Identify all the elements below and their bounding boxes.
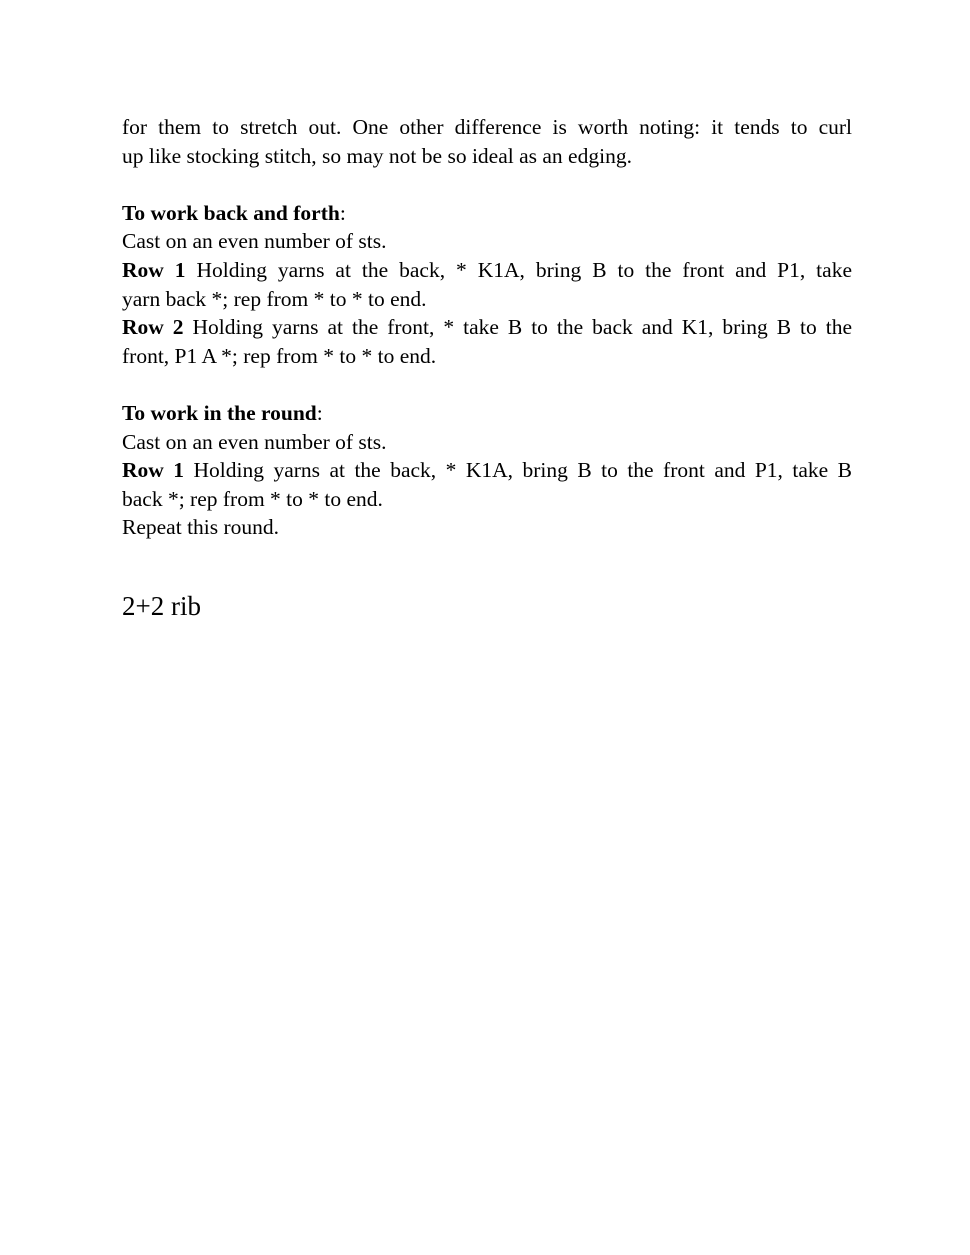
- back-and-forth-row-1-line-2: yarn back *; rep from * to * to end.: [122, 286, 427, 311]
- intro-line-2: up like stocking stitch, so may not be so ideal as an edging.: [122, 143, 632, 168]
- in-the-round-cast-on: Cast on an even number of sts.: [122, 429, 387, 454]
- round-row-1-instruction: Holding yarns at the back, * K1A, bring B to the front and P1, take B: [184, 458, 852, 483]
- back-and-forth-row-2-line-1: [122, 313, 852, 342]
- in-the-round-heading: To work in the round: [122, 400, 317, 425]
- round-row-1-label: Row 1: [122, 458, 185, 483]
- row-2-instruction: Holding yarns at the front, * take B to the back and K1, bring B to the: [183, 315, 852, 340]
- back-and-forth-heading: To work back and forth: [122, 200, 340, 225]
- back-and-forth-section: [122, 199, 852, 371]
- intro-line-1: for them to stretch out. One other difference is worth noting: it tends to curl: [122, 115, 852, 139]
- back-and-forth-row-1-line-1: [122, 256, 852, 285]
- intro-paragraph: [122, 113, 852, 170]
- paragraph-gap: [122, 370, 852, 399]
- row-1-label: Row 1: [122, 257, 186, 282]
- back-and-forth-heading-line: [122, 199, 852, 228]
- in-the-round-heading-colon: :: [316, 400, 323, 425]
- back-and-forth-cast-on: Cast on an even number of sts.: [122, 229, 387, 254]
- back-and-forth-heading-colon: :: [339, 200, 346, 225]
- in-the-round-row-1-line-1: [122, 456, 852, 485]
- row-2-label: Row 2: [122, 315, 184, 340]
- paragraph-gap: [122, 170, 852, 199]
- section-title: 2+2 rib: [122, 591, 201, 621]
- row-1-instruction: Holding yarns at the back, * K1A, bring B to the front and P1, take: [185, 257, 852, 282]
- in-the-round-heading-line: [122, 399, 852, 428]
- page-body: [122, 113, 852, 542]
- back-and-forth-row-2-line-2: front, P1 A *; rep from * to * to end.: [122, 343, 437, 368]
- in-the-round-repeat: Repeat this round.: [122, 515, 280, 540]
- in-the-round-row-1-line-2: back *; rep from * to * to end.: [122, 486, 383, 511]
- in-the-round-section: [122, 399, 852, 542]
